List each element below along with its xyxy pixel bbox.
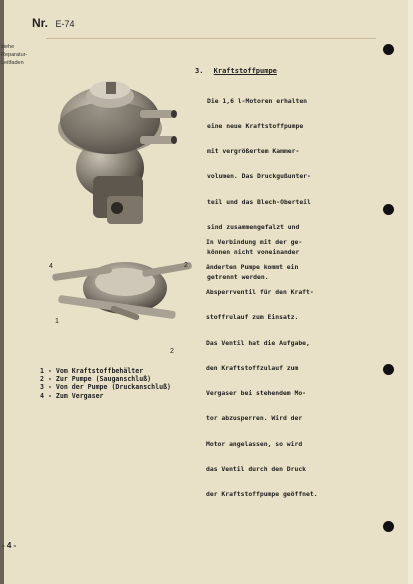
text-line: volumen. Das Druckgußunter- xyxy=(207,172,311,181)
binder-hole xyxy=(383,521,394,532)
header-rule xyxy=(46,38,376,39)
text-line: Vergaser bei stehendem Mo- xyxy=(206,389,307,398)
text-line: mit vergrößertem Kammer- xyxy=(207,147,300,156)
figure-label: 1 xyxy=(55,318,59,325)
text-line: das Ventil durch den Druck xyxy=(206,464,307,473)
fuel-pump-image xyxy=(55,58,185,228)
figure-legend xyxy=(40,367,171,400)
header-number: E-74 xyxy=(55,19,75,29)
text-line: In Verbindung mit der ge- xyxy=(206,237,303,246)
text-line: eine neue Kraftstoffpumpe xyxy=(207,122,304,131)
binder-hole xyxy=(383,44,394,55)
section-number: 3. xyxy=(195,67,204,75)
text-line: Motor angelassen, so wird xyxy=(206,439,303,448)
side-note-line: Reparatur- xyxy=(1,52,28,58)
section-heading xyxy=(195,67,277,75)
text-line: Das Ventil hat die Aufgabe, xyxy=(206,338,310,347)
side-note-line: Leitfaden xyxy=(1,60,24,66)
text-line: stoffrulauf zum Einsatz. xyxy=(206,313,299,322)
binder-hole xyxy=(383,364,394,375)
legend-item: 4 - Zum Vergaser xyxy=(40,391,104,400)
figure-label: 2 xyxy=(170,348,174,355)
text-line: den Kraftstoffzulauf zum xyxy=(206,363,299,372)
paragraph-valve xyxy=(206,221,318,507)
scan-left-edge xyxy=(0,0,4,584)
text-line: können nicht voneinander xyxy=(207,248,300,257)
text-line: Absperrventil für den Kraft- xyxy=(206,288,314,297)
legend-item: 3 - Von der Pumpe (Druckanschluß) xyxy=(40,383,172,392)
text-line: getrennt werden. xyxy=(207,273,269,282)
text-line: der Kraftstoffpumpe geöffnet. xyxy=(206,490,318,498)
figure-label: 2 xyxy=(184,262,188,269)
text-line: Die 1,6 l-Motoren erhalten xyxy=(207,96,308,105)
figure-label: 4 xyxy=(49,263,53,270)
section-title: Kraftstoffpumpe xyxy=(213,67,277,75)
text-line: tor abzusperren. Wird der xyxy=(206,414,303,423)
side-note xyxy=(1,43,27,67)
binder-hole xyxy=(383,204,394,215)
legend-item: 2 - Zur Pumpe (Sauganschluß) xyxy=(40,375,152,384)
text-line: änderten Pumpe kommt ein xyxy=(206,263,299,272)
shutoff-valve-image xyxy=(50,248,195,343)
page-header xyxy=(32,14,74,32)
header-nr-label: Nr. xyxy=(32,16,49,30)
scan-right-edge xyxy=(408,0,413,584)
side-note-line: siehe xyxy=(1,44,15,50)
legend-item: 1 - Vom Kraftstoffbehälter xyxy=(40,367,144,375)
page-number: - 4 - xyxy=(2,541,17,550)
text-line: teil und das Blech-Oberteil xyxy=(207,197,311,206)
text-line: sind zusammengefalzt und xyxy=(207,222,300,231)
